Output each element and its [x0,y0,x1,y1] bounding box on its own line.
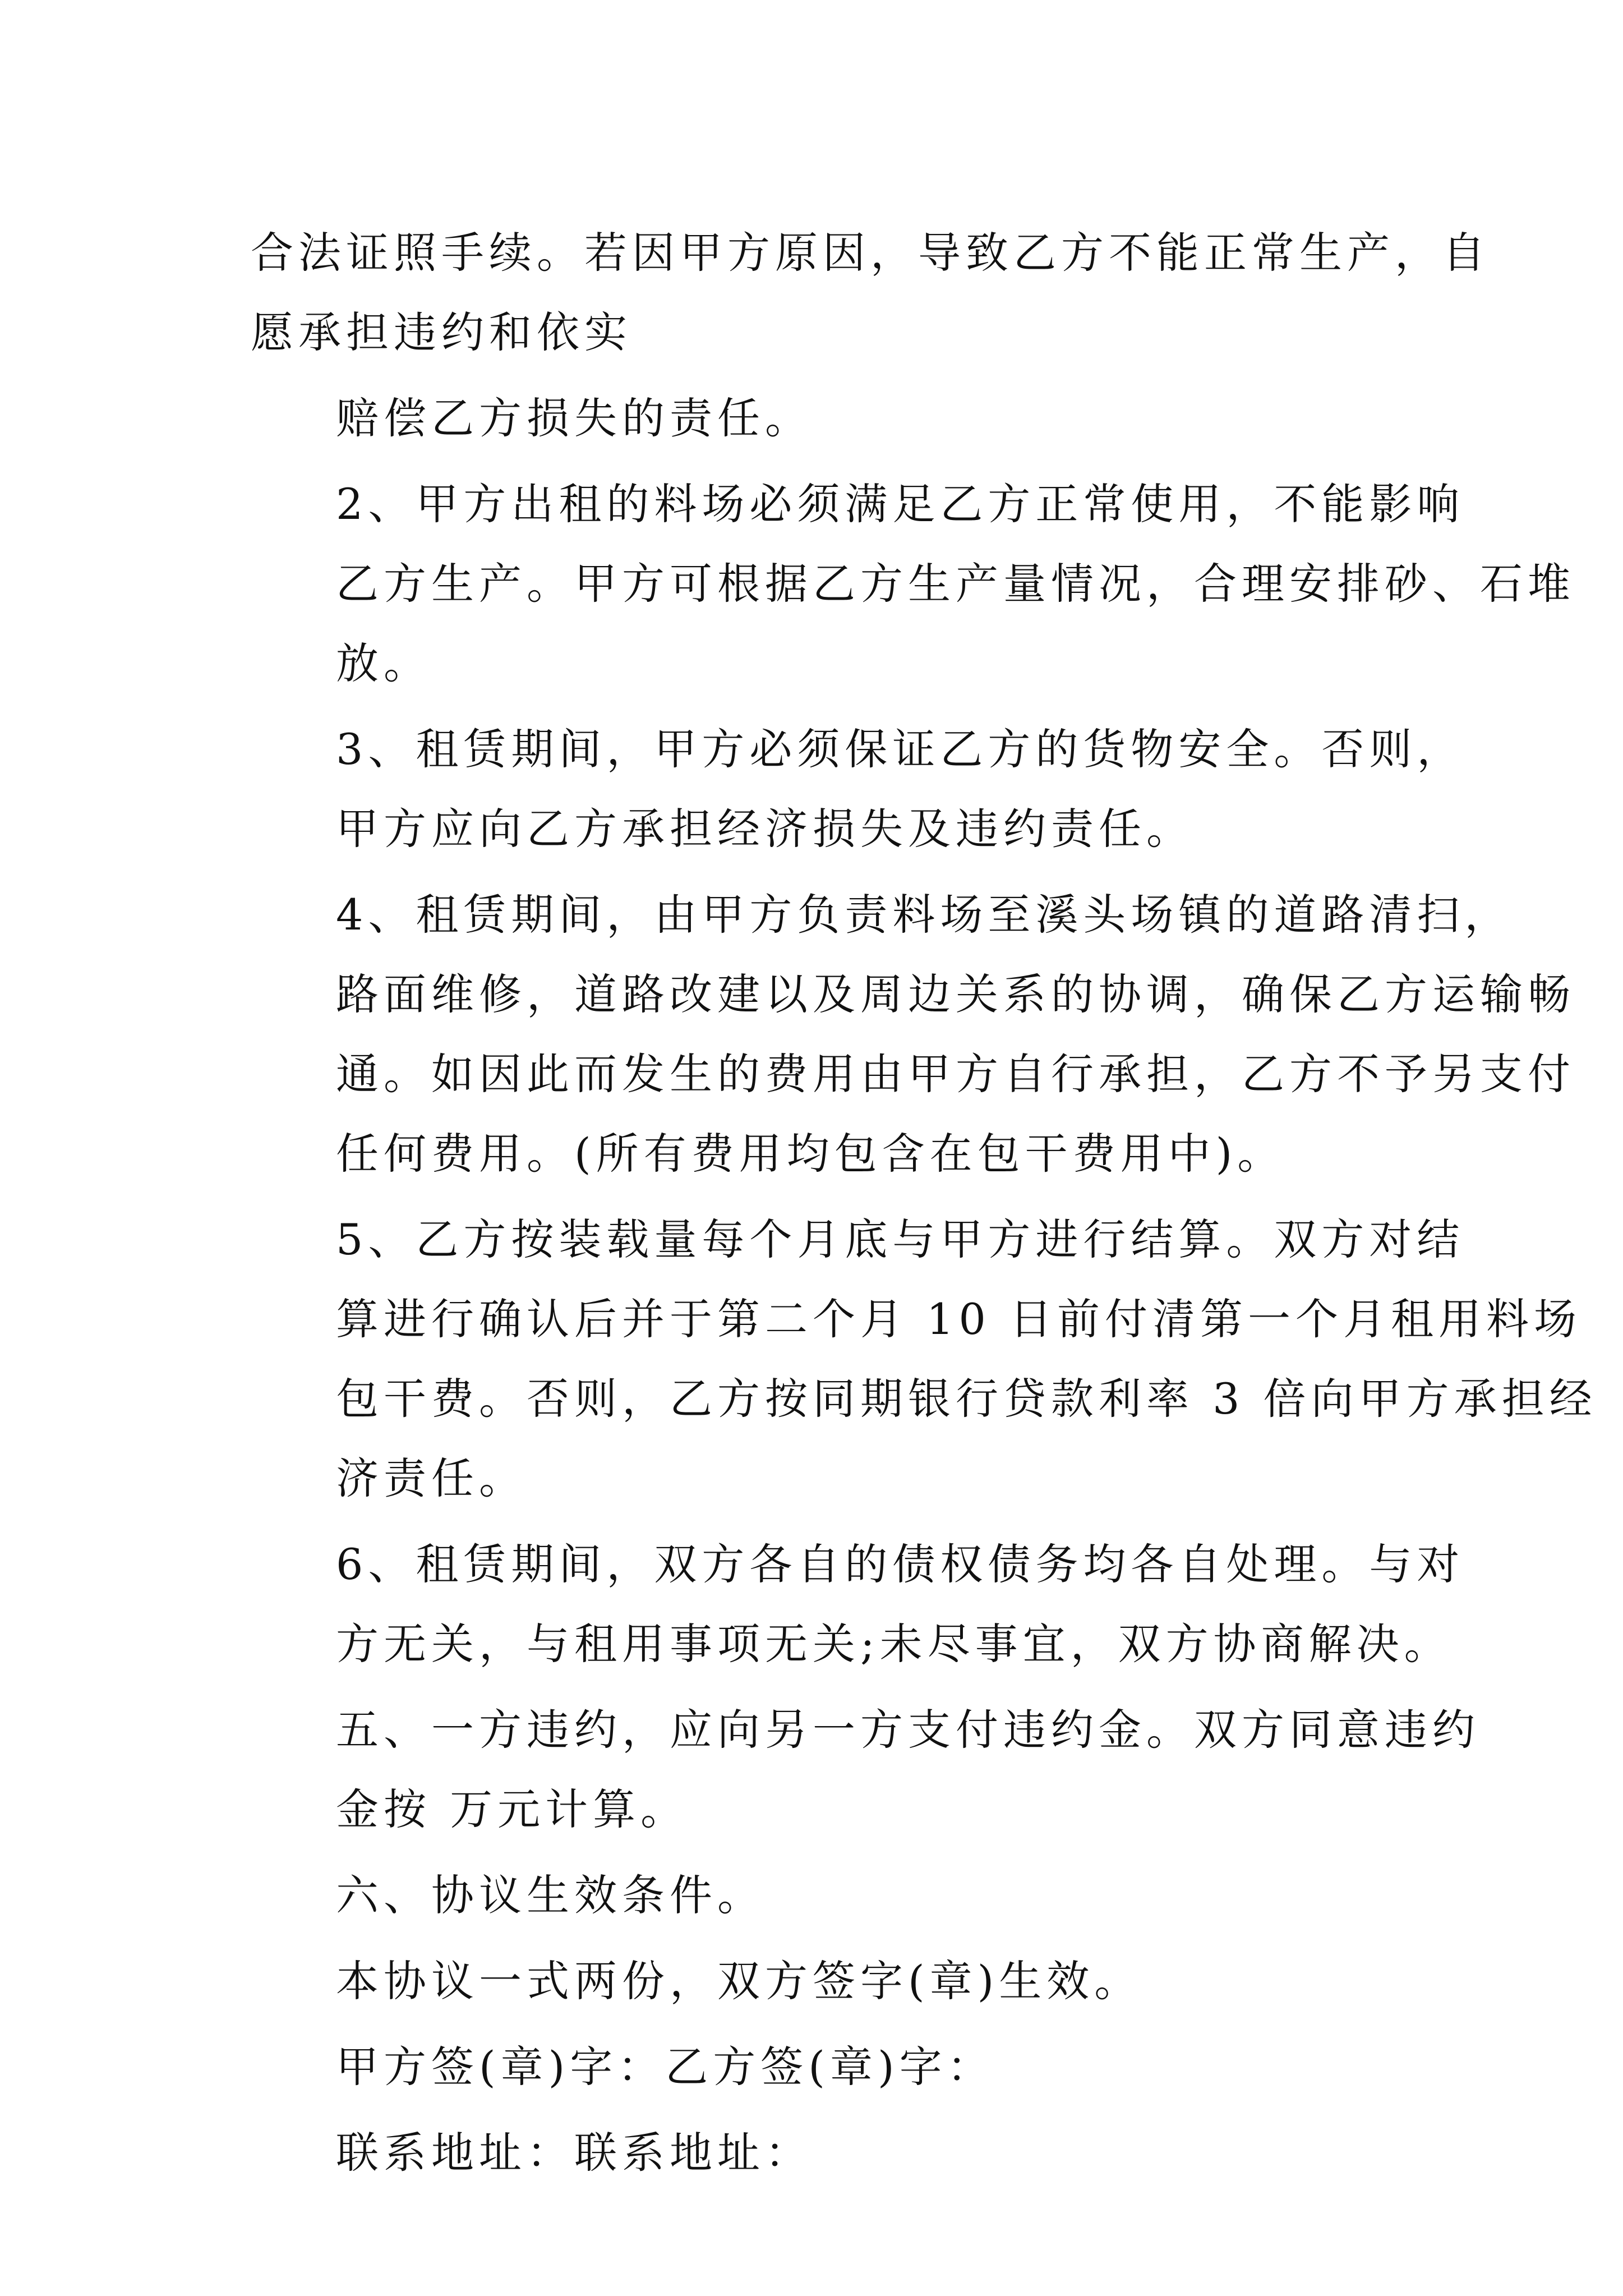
text-line: 路面维修，道路改建以及周边关系的协调，确保乙方运输畅 [336,969,1575,1019]
text-line: 甲方签(章)字：乙方签(章)字： [336,2042,995,2092]
paragraph-p2 [251,464,1575,703]
text-line: 六、协议生效条件。 [336,1870,765,1920]
text-line: 放。 [336,638,431,688]
text-line: 6、租赁期间，双方各自的债权债务均各自处理。与对 [336,1539,1465,1589]
paragraph-p10 [251,2027,1406,2107]
text-line: 济责任。 [336,1453,527,1503]
paragraph-p5 [251,1200,1597,1519]
text-line: 乙方生产。甲方可根据乙方生产量情况，合理安排砂、石堆 [336,559,1575,609]
text-line: 包干费。否则，乙方按同期银行贷款利率 3 倍向甲方承担经 [336,1374,1597,1424]
text-line: 4、租赁期间，由甲方负责料场至溪头场镇的道路清扫， [336,890,1513,940]
paragraph-p6 [251,1525,1465,1684]
paragraph-p9 [251,1941,1406,2021]
text-line: 算进行确认后并于第二个月 10 日前付清第一个月租用料场 [336,1294,1582,1344]
text-line: 3、租赁期间，甲方必须保证乙方的货物安全。否则， [336,724,1465,774]
paragraph-p7 [251,1690,1480,1849]
text-line: 5、乙方按装载量每个月底与甲方进行结算。双方对结 [336,1214,1465,1264]
text-line: 联系地址：联系地址： [336,2128,813,2178]
paragraph-p1 [251,379,1406,458]
paragraph-p4 [251,875,1575,1194]
text-line: 本协议一式两份，双方签字(章)生效。 [336,1956,1142,2006]
text-line: 任何费用。(所有费用均包含在包干费用中)。 [336,1129,1285,1179]
paragraph-p3 [251,710,1465,869]
text-line: 甲方应向乙方承担经济损失及违约责任。 [336,804,1194,854]
document-body [251,213,1597,2199]
text-line: 金按 万元计算。 [336,1784,689,1834]
text-line: 通。如因此而发生的费用由甲方自行承担，乙方不予另支付 [336,1049,1575,1099]
paragraph-p11 [251,2113,1406,2193]
text-line: 五、一方违约，应向另一方支付违约金。双方同意违约 [336,1705,1480,1755]
text-line: 愿承担违约和依实 [251,307,632,357]
paragraph-p0 [251,213,1490,372]
paragraph-p8 [251,1856,1406,1935]
text-line: 方无关，与租用事项无关;未尽事宜，双方协商解决。 [336,1619,1452,1669]
text-line: 合法证照手续。若因甲方原因，导致乙方不能正常生产，自 [251,228,1490,278]
text-line: 赔偿乙方损失的责任。 [336,393,813,443]
text-line: 2、甲方出租的料场必须满足乙方正常使用，不能影响 [336,479,1465,529]
